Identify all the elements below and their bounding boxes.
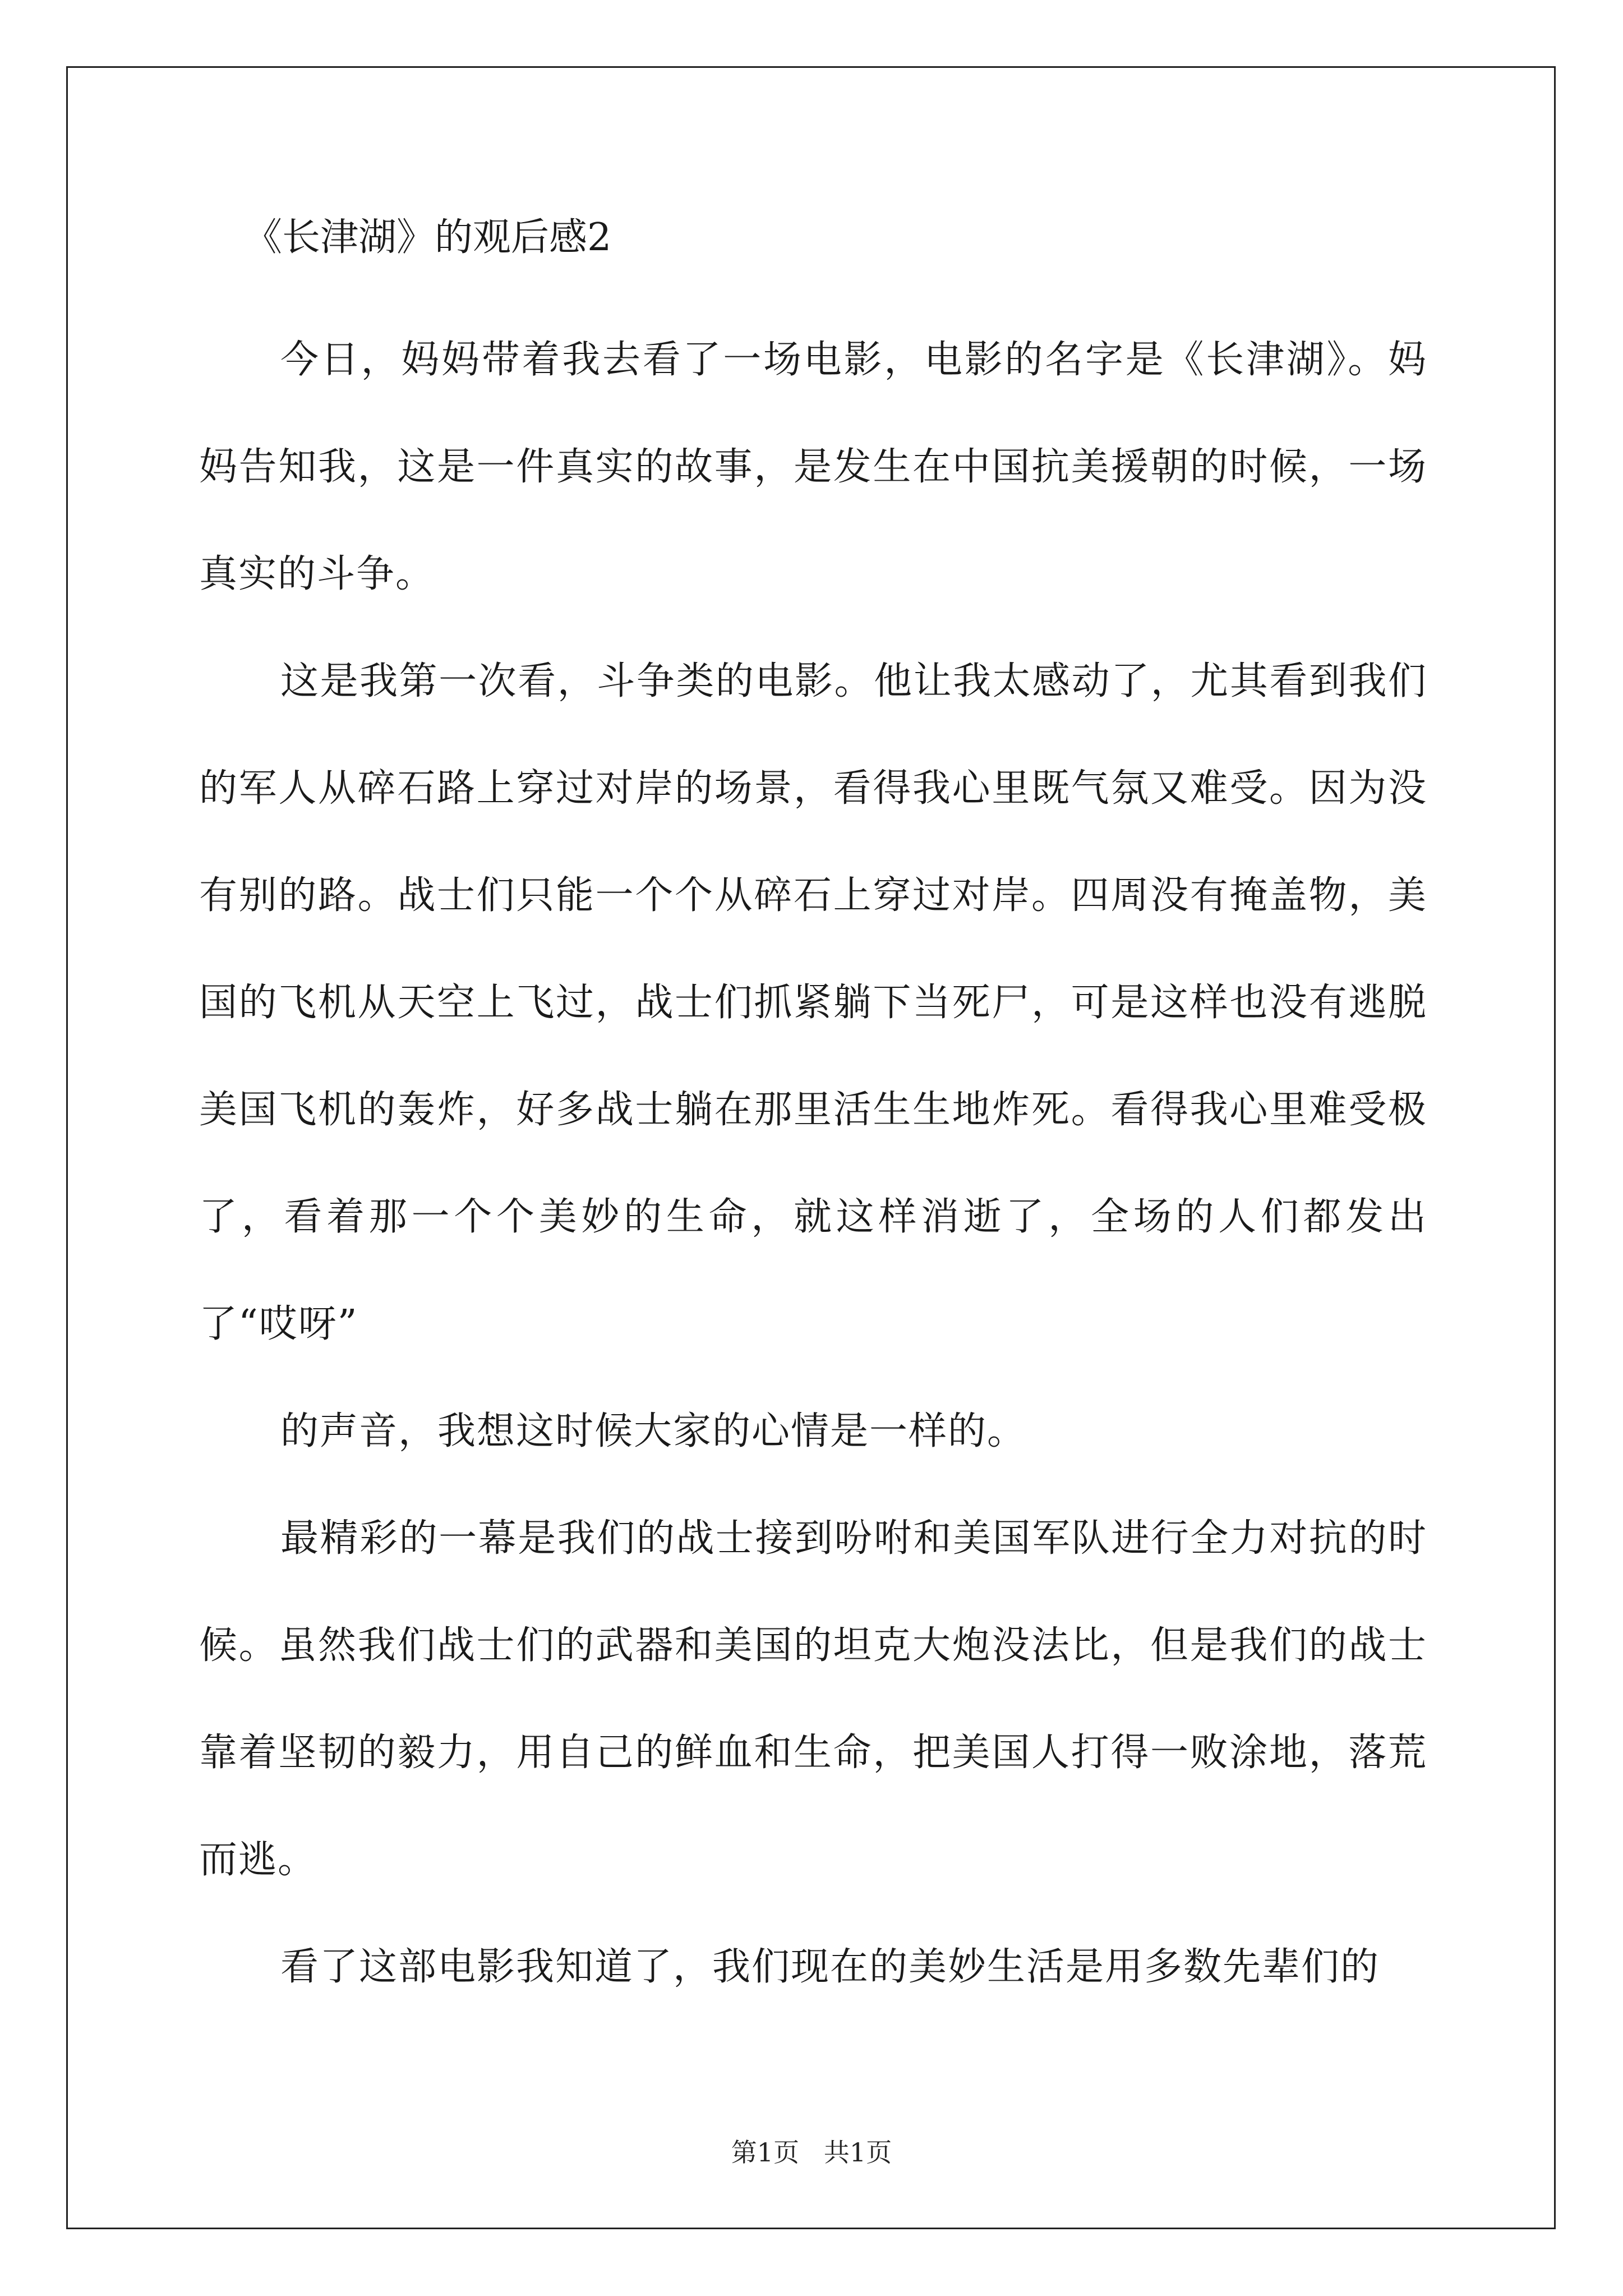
document-body xyxy=(199,215,1427,2056)
paragraph: 的声音，我想这时候大家的心情是一样的。 xyxy=(280,1409,1027,1453)
page-number-footer: 第1页 共1页 xyxy=(731,2137,892,2168)
paragraph: 最精彩的一幕是我们的战士接到吩咐和美国军队进行全力对抗的时候。虽然我们战士们的武器和美国的坦克大炮没法比，但是我们的战士靠着坚韧的毅力，用自己的鲜血和生命，把美国人打得一败涂地，落荒而逃。 xyxy=(199,1516,1427,1882)
paragraph: 这是我第一次看，斗争类的电影。他让我太感动了，尤其看到我们的军人从碎石路上穿过对岸的场景，看得我心里既气氛又难受。因为没有别的路。战士们只能一个个从碎石上穿过对岸。四周没有掩盖物，美国的飞机从天空上飞过，战士们抓紧躺下当死尸，可是这样也没有逃脱美国飞机的轰炸，好多战士躺在那里活生生地炸死。看得我心里难受极了，看着那一个个美妙的生命，就这样消逝了，全场的人们都发出了“哎呀” xyxy=(199,659,1427,1346)
document-title: 《长津湖》的观后感2 xyxy=(244,215,612,260)
paragraph: 今日，妈妈带着我去看了一场电影，电影的名字是《长津湖》。妈妈告知我，这是一件真实的故事，是发生在中国抗美援朝的时候，一场真实的斗争。 xyxy=(199,338,1427,596)
paragraph: 看了这部电影我知道了，我们现在的美妙生活是用多数先辈们的 xyxy=(280,1945,1380,1989)
